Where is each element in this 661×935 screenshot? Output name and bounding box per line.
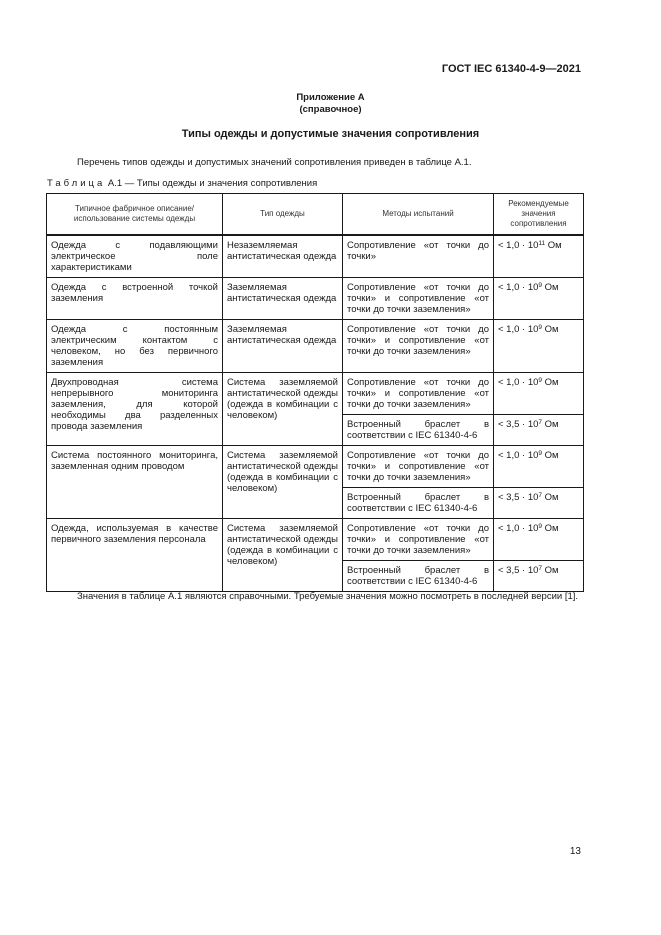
cell-clothing-type: Заземляемая антистатическая одежда bbox=[223, 278, 343, 320]
value-mantissa: < 1,0 · 10 bbox=[498, 324, 539, 335]
cell-resistance-value bbox=[494, 373, 584, 415]
cell-clothing-type: Заземляемая антистатическая одежда bbox=[223, 320, 343, 373]
value-exponent: 9 bbox=[538, 282, 543, 289]
annex-subtitle: (справочное) bbox=[299, 104, 362, 115]
value-unit: Ом bbox=[542, 377, 559, 388]
value-unit: Ом bbox=[542, 450, 559, 461]
cell-clothing-type: Незаземляемая антистатическая одежда bbox=[223, 235, 343, 278]
cell-resistance-value bbox=[494, 235, 584, 278]
value-unit: Ом bbox=[542, 282, 559, 293]
value-exponent: 7 bbox=[538, 419, 543, 426]
cell-test-method: Сопротивление «от точки до точки» и сопротивление «от точки до точки заземления» bbox=[343, 320, 494, 373]
cell-test-method: Сопротивление «от точки до точки» и сопротивление «от точки до точки заземления» bbox=[343, 278, 494, 320]
cell-description: Одежда с подавляющими электрическое поле характеристиками bbox=[47, 235, 223, 278]
cell-description: Система постоянного мониторинга, заземленная одним проводом bbox=[47, 446, 223, 519]
cell-clothing-type: Система заземляемой антистатической одежды (одежда в комбинации с человеком) bbox=[223, 373, 343, 446]
column-header-values: Рекомендуемые значения сопротивления bbox=[494, 194, 584, 236]
value-exponent: 9 bbox=[538, 324, 543, 331]
cell-test-method: Сопротивление «от точки до точки» bbox=[343, 235, 494, 278]
cell-description: Одежда с постоянным электрическим контактом с человеком, но без первичного заземления bbox=[47, 320, 223, 373]
table-caption-prefix: Таблица bbox=[47, 178, 106, 189]
value-unit: Ом bbox=[542, 565, 559, 576]
table-row bbox=[47, 373, 584, 415]
cell-test-method: Встроенный браслет в соответствии с IEC 61340-4-6 bbox=[343, 415, 494, 446]
cell-description: Одежда, используемая в качестве первичного заземления персонала bbox=[47, 519, 223, 592]
value-unit: Ом bbox=[542, 492, 559, 503]
value-exponent: 7 bbox=[538, 492, 543, 499]
note-paragraph: Значения в таблице А.1 являются справочными. Требуемые значения можно посмотреть в последней версии [1]. bbox=[77, 591, 579, 602]
table-row bbox=[47, 235, 584, 278]
column-header-methods: Методы испытаний bbox=[343, 194, 494, 236]
value-mantissa: < 1,0 · 10 bbox=[498, 450, 539, 461]
cell-resistance-value bbox=[494, 519, 584, 561]
table-row bbox=[47, 278, 584, 320]
cell-test-method: Сопротивление «от точки до точки» и сопротивление «от точки до точки заземления» bbox=[343, 446, 494, 488]
cell-clothing-type: Система заземляемой антистатической одежды (одежда в комбинации с человеком) bbox=[223, 446, 343, 519]
cell-resistance-value bbox=[494, 561, 584, 592]
annex-heading bbox=[0, 92, 661, 116]
table-header-row bbox=[47, 194, 584, 236]
cell-clothing-type: Система заземляемой антистатической одежды (одежда в комбинации с человеком) bbox=[223, 519, 343, 592]
resistance-table bbox=[46, 193, 584, 592]
value-mantissa: < 3,5 · 10 bbox=[498, 492, 539, 503]
table-body bbox=[47, 235, 584, 592]
value-mantissa: < 1,0 · 10 bbox=[498, 523, 539, 534]
column-header-type: Тип одежды bbox=[223, 194, 343, 236]
cell-resistance-value bbox=[494, 278, 584, 320]
cell-test-method: Сопротивление «от точки до точки» и сопротивление «от точки до точки заземления» bbox=[343, 373, 494, 415]
value-exponent: 7 bbox=[538, 565, 543, 572]
value-unit: Ом bbox=[542, 523, 559, 534]
section-title: Типы одежды и допустимые значения сопротивления bbox=[181, 128, 480, 140]
value-mantissa: < 3,5 · 10 bbox=[498, 419, 539, 430]
cell-resistance-value bbox=[494, 415, 584, 446]
table-row bbox=[47, 320, 584, 373]
value-mantissa: < 3,5 · 10 bbox=[498, 565, 539, 576]
column-header-description: Типичное фабричное описание/ использование системы одежды bbox=[47, 194, 223, 236]
value-exponent: 11 bbox=[538, 240, 546, 247]
cell-resistance-value bbox=[494, 488, 584, 519]
value-unit: Ом bbox=[542, 419, 559, 430]
value-exponent: 9 bbox=[538, 523, 543, 530]
table-caption bbox=[47, 178, 317, 189]
standard-code: ГОСТ IEC 61340-4-9—2021 bbox=[441, 63, 581, 75]
table-row bbox=[47, 446, 584, 488]
value-mantissa: < 1,0 · 10 bbox=[498, 240, 539, 251]
table-caption-text: А.1 — Типы одежды и значения сопротивления bbox=[105, 178, 318, 189]
value-mantissa: < 1,0 · 10 bbox=[498, 282, 539, 293]
cell-test-method: Встроенный браслет в соответствии с IEC 61340-4-6 bbox=[343, 488, 494, 519]
cell-test-method: Сопротивление «от точки до точки» и сопротивление «от точки до точки заземления» bbox=[343, 519, 494, 561]
value-unit: Ом bbox=[542, 324, 559, 335]
cell-description: Одежда с встроенной точкой заземления bbox=[47, 278, 223, 320]
value-exponent: 9 bbox=[538, 450, 543, 457]
table-row bbox=[47, 519, 584, 561]
cell-test-method: Встроенный браслет в соответствии с IEC 61340-4-6 bbox=[343, 561, 494, 592]
intro-paragraph: Перечень типов одежды и допустимых значений сопротивления приведен в таблице А.1. bbox=[77, 157, 472, 168]
page-number: 13 bbox=[569, 846, 581, 857]
cell-resistance-value bbox=[494, 320, 584, 373]
value-unit: Ом bbox=[545, 240, 562, 251]
cell-resistance-value bbox=[494, 446, 584, 488]
value-exponent: 9 bbox=[538, 377, 543, 384]
annex-title: Приложение А bbox=[296, 92, 365, 103]
cell-description: Двухпроводная система непрерывного мониторинга заземления, для которой необходимы два разделенных провода заземления bbox=[47, 373, 223, 446]
value-mantissa: < 1,0 · 10 bbox=[498, 377, 539, 388]
